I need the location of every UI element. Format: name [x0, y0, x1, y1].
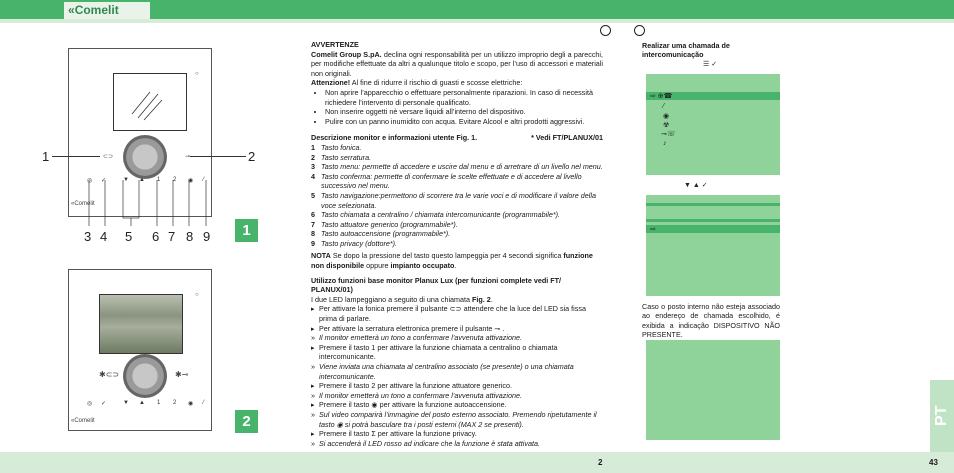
- callout-leader-lines: [85, 180, 215, 230]
- callout-4: 4: [100, 229, 108, 244]
- warning-item: • Non aprire l’apparecchio o effettuare personalmente riparazioni. In caso di necessità richiedere l’intervento di personale qualificato.: [325, 88, 603, 107]
- monitor-screen: [113, 73, 187, 131]
- basic-line: ▸ Premere il tasto Σ per attivare la funzione privacy.: [311, 429, 477, 439]
- desc-item: 8 Tasto autoaccensione (programmabile*).: [311, 229, 451, 239]
- menu-screen-3: [646, 340, 780, 440]
- basic-line: » Il monitor emetterà un tono a confermare l’avvenuta attivazione.: [311, 333, 522, 343]
- up-button-icon[interactable]: ▲: [139, 177, 145, 183]
- down-button-icon[interactable]: ▼: [123, 400, 129, 406]
- lock-button-icon[interactable]: ⊸: [185, 154, 191, 160]
- callout-1: 1: [42, 149, 50, 164]
- basic-line: ▸ Premere il tasto 2 per attivare la funzione attuatore generico.: [311, 381, 512, 391]
- lock-call-icon[interactable]: ⊸☏: [661, 131, 676, 138]
- desc-item: 9 Tasto privacy (dottore*).: [311, 238, 398, 248]
- device-logo: «Comelit: [71, 418, 95, 424]
- warning-item: • Pulire con un panno inumidito con acqua. Evitare Alcool e altri prodotti aggressivi.: [325, 117, 603, 127]
- figure-1-badge: 1: [235, 219, 258, 242]
- circle-marker: [600, 25, 611, 36]
- callout-6: 6: [152, 229, 160, 244]
- desc-item: 4 Tasto conferma: permette di confermare le scelte effettuate e di accedere al livello successivo nel menu.: [311, 171, 582, 191]
- down-button-icon[interactable]: ▼: [123, 177, 129, 183]
- basic-title: Utilizzo funzioni base monitor Planux Lux (per funzioni complete vedi FT/ PLANUX/01): [311, 275, 561, 295]
- warning-attention: Attenzione! Al fine di ridurre il rischio di guasti e scosse elettriche:: [311, 78, 523, 88]
- desc-item: 1 Tasto fonica.: [311, 142, 362, 152]
- callout-9: 9: [203, 229, 211, 244]
- basic-line: ▸ Per attivare la fonica premere il pulsante ⊂⊃ attendere che la luce del LED sia fissa prima di parlare.: [311, 304, 586, 324]
- description-title: Descrizione monitor e informazioni utente Fig. 1.: [311, 133, 478, 143]
- key-2-label[interactable]: 2: [173, 400, 177, 406]
- actuator-icon[interactable]: ⁄: [663, 103, 665, 110]
- menu-divider: [646, 219, 780, 222]
- callout-line: [52, 156, 100, 157]
- circle-marker: [634, 25, 645, 36]
- callout-7: 7: [168, 229, 176, 244]
- menu-screen-1: [646, 74, 780, 175]
- desc-item: 2 Tasto serratura.: [311, 152, 372, 162]
- warning-title: AVVERTENZE: [311, 40, 359, 49]
- warning-body: Comelit Group S.pA. declina ogni responsabilità per un utilizzo improprio degli a parecchi, per modifiche effettuate da altri a qualunque titolo e scopo, per l’uso di accessori e materiali non originali.: [311, 49, 604, 78]
- not-present-note: Caso o posto interno não esteja associado ao endereço de chamada escolhido, é exibida a indicação DISPOSITIVO NÃO PRESENTE.: [642, 302, 780, 340]
- ringtone-icon[interactable]: ♪: [663, 140, 667, 147]
- language-tab: PT: [930, 380, 954, 452]
- led-indicator: ○: [195, 292, 199, 298]
- desc-item: 5 Tasto navigazione:permettono di scorrere tra le varie voci e di modificare il valore della voce selezionata.: [311, 190, 596, 210]
- callout-3: 3: [84, 229, 92, 244]
- basic-line: » Il monitor emetterà un tono a confermare l’avvenuta attivazione.: [311, 390, 522, 400]
- callout-5: 5: [125, 229, 133, 244]
- key-1-label[interactable]: 1: [157, 400, 161, 406]
- brand-logo: «Comelit: [64, 2, 150, 19]
- intercom-call-icon[interactable]: ⇨ ⊕☎: [650, 93, 673, 100]
- up-button-icon[interactable]: ▲: [139, 400, 145, 406]
- nota: NOTA Se dopo la pressione del tasto questo lampeggia per 4 secondi significa funzione non disponibile oppure impianto occupato.: [311, 251, 593, 271]
- audio-led-blinking-icon[interactable]: ✱⊂⊃: [99, 370, 120, 379]
- autoswitch-button-icon[interactable]: ◉: [188, 401, 194, 407]
- basic-intro: I due LED lampeggiano a seguito di una chiamata Fig. 2.: [311, 294, 493, 304]
- basic-line: ▸ Premere il tasto 1 per attivare la funzione chiamata a centralino o chiamata intercomunicante.: [311, 342, 558, 362]
- menu-button-icon[interactable]: ◎: [87, 178, 93, 184]
- figure-2-badge: 2: [235, 410, 258, 433]
- key-1-label[interactable]: 1: [157, 177, 161, 183]
- basic-line: » Sul video comparirà l’immagine del posto esterno associato. Premendo ripetutamente il tasto ◉ si potrà basculare tra i posti esterni (MAX 2 se presenti).: [311, 409, 597, 429]
- menu-confirm-keys-icon: ☰ ✓: [703, 61, 718, 68]
- led-indicator: ○: [195, 71, 199, 77]
- desc-item: 7 Tasto attuatore generico (programmabile*).: [311, 219, 458, 229]
- basic-line: ▸ Per attivare la serratura elettronica premere il pulsante ⊸ .: [311, 323, 505, 333]
- privacy-button-icon[interactable]: ⁄: [203, 177, 205, 183]
- monitor-figure-2: [68, 269, 212, 431]
- desc-item: 6 Tasto chiamata a centralino / chiamata intercomunicante (programmabile*).: [311, 210, 561, 220]
- page-number-right: 43: [929, 458, 938, 467]
- description-ref: * Vedi FT/PLANUX/01: [531, 133, 603, 143]
- screen-glare-icon: [114, 74, 186, 130]
- basic-line: » Si accenderà il LED rosso ad indicare che la funzione è stata attivata.: [311, 438, 540, 448]
- text-column: [311, 40, 603, 448]
- callout-8: 8: [186, 229, 194, 244]
- settings-icon[interactable]: ☢: [663, 122, 670, 129]
- header-stripe: [0, 19, 954, 23]
- confirm-button-icon[interactable]: ✓: [101, 178, 107, 184]
- privacy-button-icon[interactable]: ⁄: [203, 400, 205, 406]
- audio-button-icon[interactable]: ⊂⊃: [103, 154, 114, 160]
- autoswitch-icon[interactable]: ◉: [663, 113, 670, 120]
- speaker-grille: [123, 354, 167, 398]
- monitor-screen-video: [99, 294, 183, 354]
- warning-item: • Non inserire oggetti nè versare liquidi all’interno del dispositivo.: [325, 107, 603, 117]
- speaker-grille: [123, 135, 167, 179]
- menu-screen-2: [646, 195, 780, 296]
- key-2-label[interactable]: 2: [173, 177, 177, 183]
- right-title: Realizar uma chamada de intercomunicação: [642, 41, 730, 59]
- menu-divider: [646, 203, 780, 206]
- menu-button-icon[interactable]: ◎: [87, 401, 93, 407]
- callout-2: 2: [248, 149, 256, 164]
- footer-bar: [0, 452, 954, 473]
- basic-line: » Viene inviata una chiamata al centralino associato (se presente) o una chiamata intercomunicante.: [311, 362, 574, 381]
- warning-list: [311, 88, 603, 126]
- desc-item: 3 Tasto menu: permette di accedere e uscire dal menu e di arretrare di un livello nel menu.: [311, 162, 603, 172]
- lock-led-blinking-icon[interactable]: ✱⊸: [175, 370, 189, 379]
- confirm-button-icon[interactable]: ✓: [101, 401, 107, 407]
- basic-line: ▸ Premere il tasto ◉ per attivare la funzione autoaccensione.: [311, 400, 507, 410]
- selection-arrow-icon[interactable]: ⇨: [650, 226, 656, 233]
- callout-line: [190, 156, 246, 157]
- description-header: [311, 133, 603, 143]
- nav-keys-icon: ▼ ▲ ✓: [684, 182, 708, 189]
- autoswitch-button-icon[interactable]: ◉: [188, 178, 194, 184]
- page-number-left: 2: [598, 458, 603, 467]
- menu-highlight: [646, 225, 780, 233]
- device-logo: «Comelit: [71, 201, 95, 207]
